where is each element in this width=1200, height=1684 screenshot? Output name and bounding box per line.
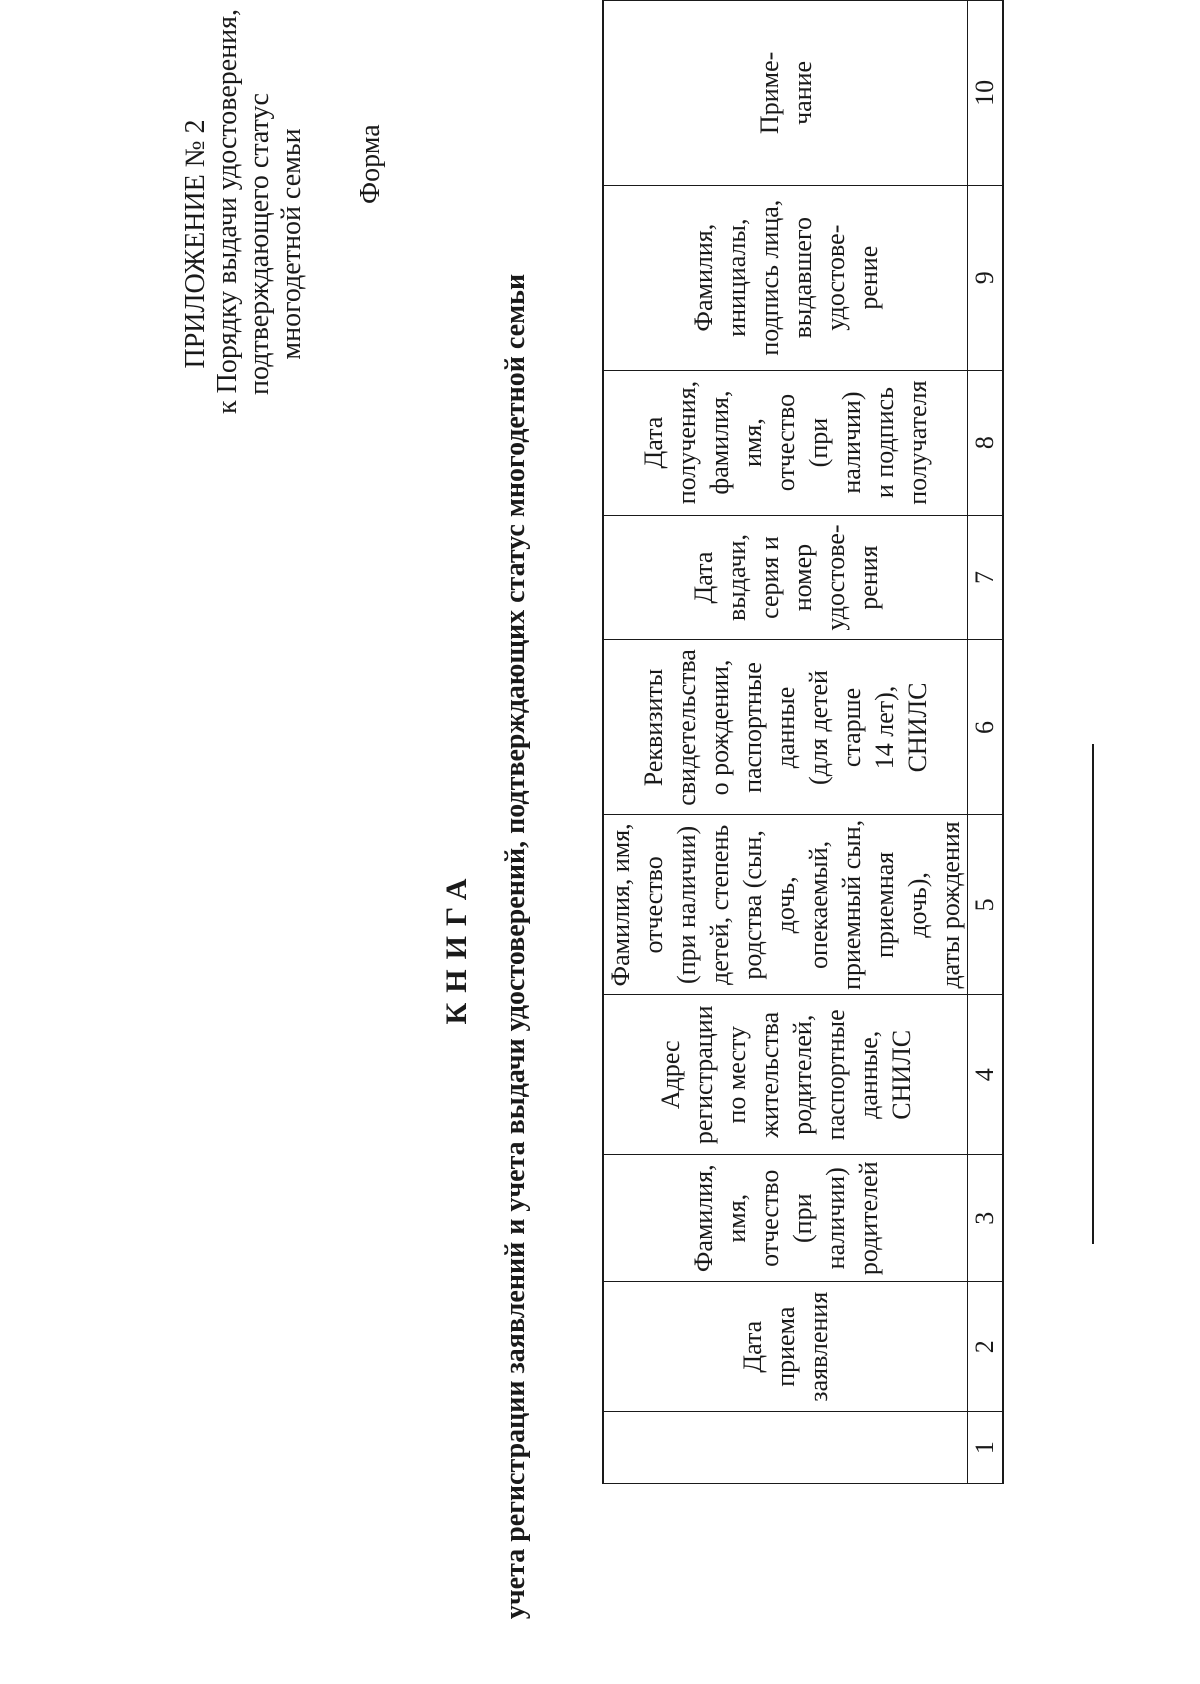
column-number-1: 1 [968, 1412, 1003, 1484]
column-number-2: 2 [968, 1282, 1003, 1412]
appendix-header [180, 8, 308, 414]
appendix-line-3: подтверждающего статус [244, 93, 275, 395]
column-number-3: 3 [968, 1155, 1003, 1282]
column-number-7: 7 [968, 515, 1003, 640]
appendix-line-1: ПРИЛОЖЕНИЕ № 2 [180, 119, 211, 369]
header-cell-10: Приме- чание [603, 1, 968, 186]
appendix-line-4: многодетной семьи [276, 128, 307, 360]
form-label: Форма [355, 124, 386, 204]
header-cell-4: Адрес регистрации по месту жительства родителей, паспортные данные, СНИЛС [603, 995, 968, 1155]
header-cell-6: Реквизиты свидетельства о рождении, паспортные данные (для детей старше 14 лет), СНИЛС [603, 640, 968, 815]
registration-table [602, 0, 1004, 1484]
column-number-9: 9 [968, 185, 1003, 370]
table-header-row [603, 1, 968, 1484]
table-number-row [968, 1, 1003, 1484]
column-number-4: 4 [968, 995, 1003, 1155]
column-number-8: 8 [968, 370, 1003, 515]
column-number-6: 6 [968, 640, 1003, 815]
footer-rule [1092, 744, 1094, 1244]
header-cell-3: Фамилия, имя, отчество (при наличии) родителей [603, 1155, 968, 1282]
header-cell-7: Дата выдачи, серия и номер удостове- рения [603, 515, 968, 640]
document-title: КНИГА [440, 868, 473, 1025]
header-cell-2: Дата приема заявления [603, 1282, 968, 1412]
header-cell-1 [603, 1412, 968, 1484]
header-cell-5: Фамилия, имя, отчество (при наличии) детей, степень родства (сын, дочь, опекаемый, приемный сын, приемная дочь), даты рождения [603, 815, 968, 995]
document-subtitle: учета регистрации заявлений и учета выдачи удостоверений, подтверждающих статус многодетной семьи [500, 273, 531, 1620]
header-cell-8: Дата получения, фамилия, имя, отчество (при наличии) и подпись получателя [603, 370, 968, 515]
appendix-line-2: к Порядку выдачи удостоверения, [212, 8, 243, 414]
column-number-10: 10 [968, 1, 1003, 186]
column-number-5: 5 [968, 815, 1003, 995]
header-cell-9: Фамилия, инициалы, подпись лица, выдавшего удостове- рение [603, 185, 968, 370]
